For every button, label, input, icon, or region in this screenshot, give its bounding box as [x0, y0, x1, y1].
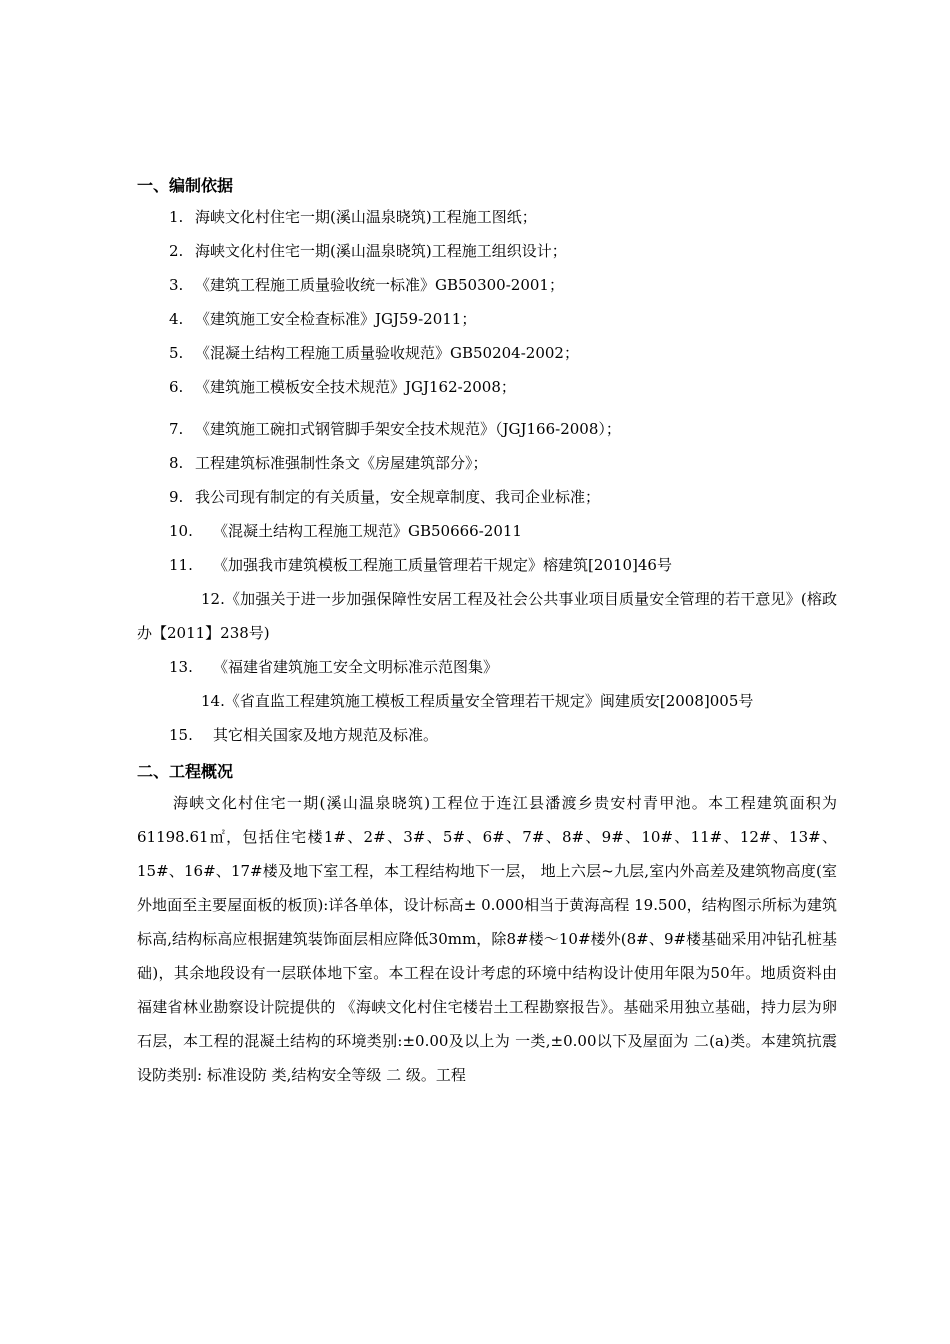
list-item: [137, 684, 837, 718]
list-item: [137, 480, 837, 514]
list-item: [137, 650, 837, 684]
list-item: [137, 446, 837, 480]
item-text: 《建筑施工碗扣式钢管脚手架安全技术规范》（JGJ166-2008）；: [195, 420, 621, 438]
item-text: 《加强我市建筑模板工程施工质量管理若干规定》榕建筑[2010]46号: [213, 556, 672, 574]
item-number: 2.: [169, 242, 184, 260]
item-text: 《福建省建筑施工安全文明标准示范图集》: [213, 658, 499, 676]
item-number: 14.: [201, 692, 225, 710]
item-number: 12.: [201, 590, 225, 608]
item-text: 《混凝土结构工程施工质量验收规范》GB50204-2002；: [195, 344, 579, 362]
list-item: [137, 514, 837, 548]
item-number: 4.: [169, 310, 184, 328]
item-number: 3.: [169, 276, 184, 294]
item-text: 《建筑施工安全检查标准》JGJ59-2011；: [195, 310, 477, 328]
item-number: 8.: [169, 454, 184, 472]
list-item: [137, 548, 837, 582]
item-text: 《加强关于进一步加强保障性安居工程及社会公共事业项目质量安全管理的若干意见》(榕政办【2011】238号): [137, 590, 837, 642]
list-item: [137, 370, 837, 404]
item-number: 10.: [169, 522, 193, 540]
list-item: [137, 582, 837, 650]
item-text: 工程建筑标准强制性条文《房屋建筑部分》；: [195, 454, 488, 472]
item-number: 13.: [169, 658, 193, 676]
item-number: 11.: [169, 556, 193, 574]
list-item: [137, 412, 837, 446]
item-number: 1.: [169, 208, 184, 226]
document-page: [137, 172, 837, 1092]
item-text: 《混凝土结构工程施工规范》GB50666-2011: [213, 522, 522, 540]
item-number: 6.: [169, 378, 184, 396]
section-heading-basis: 一、编制依据: [137, 176, 234, 195]
overview-paragraph: 海峡文化村住宅一期(溪山温泉晓筑)工程位于连江县潘渡乡贵安村青甲池。本工程建筑面积为61198.61㎡，包括住宅楼1#、2#、3#、5#、6#、7#、8#、9#、10#、11#、12#、13#、15#、16#、17#楼及地下室工程，本工程结构地下一层， 地上六层~九层,室内外高差及建筑物高度(室外地面至主要屋面板的板顶):详各单体，设计标高± 0.000相当于黄海高程 19.500，结构图示所标为建筑标高,结构标高应根据建筑装饰面层相应降低30mm，除8#楼～10#楼外(8#、9#楼基础采用冲钻孔桩基础)，其余地段设有一层联体地下室。本工程在设计考虑的环境中结构设计使用年限为50年。地质资料由 福建省林业勘察设计院提供的 《海峡文化村住宅楼岩土工程勘察报告》。基础采用独立基础，持力层为卵石层，本工程的混凝土结构的环境类别:±0.00及以上为 一类,±0.00以下及屋面为 二(a)类。本建筑抗震设防类别: 标准设防 类,结构安全等级 二 级。工程: [137, 794, 837, 1084]
item-number: 9.: [169, 488, 184, 506]
item-text: 我公司现有制定的有关质量，安全规章制度、我司企业标准；: [195, 488, 601, 506]
list-item: [137, 200, 837, 234]
list-item: [137, 234, 837, 268]
list-item: [137, 268, 837, 302]
section-heading-overview: 二、工程概况: [137, 762, 234, 781]
list-item: [137, 336, 837, 370]
item-number: 15.: [169, 726, 193, 744]
list-item: [137, 718, 837, 752]
item-text: 海峡文化村住宅一期(溪山温泉晓筑)工程施工图纸；: [195, 208, 537, 226]
item-text: 《建筑施工模板安全技术规范》JGJ162-2008；: [195, 378, 516, 396]
item-text: 海峡文化村住宅一期(溪山温泉晓筑)工程施工组织设计；: [195, 242, 567, 260]
item-number: 7.: [169, 420, 184, 438]
item-number: 5.: [169, 344, 184, 362]
item-text: 《建筑工程施工质量验收统一标准》GB50300-2001；: [195, 276, 564, 294]
item-text: 其它相关国家及地方规范及标准。: [213, 726, 439, 744]
item-text: 《省直监工程建筑施工模板工程质量安全管理若干规定》闽建质安[2008]005号: [224, 692, 754, 710]
list-item: [137, 302, 837, 336]
